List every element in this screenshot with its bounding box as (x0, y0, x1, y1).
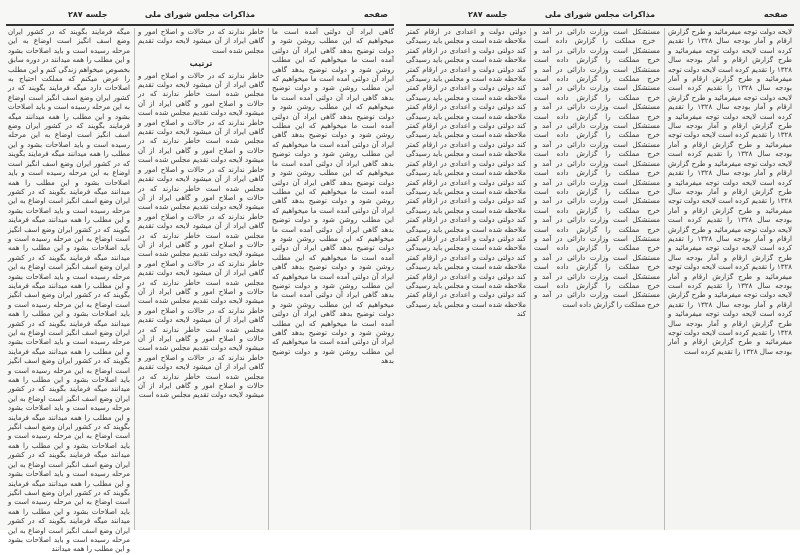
column-text: میگه فرمایند بگویند که در کشور ایران وضع اسف انگیز است اوضاع به این مرحله رسیده است و باید اصلاحات بشود و این مطلب را همه میدانند (8, 28, 130, 65)
column-divider (134, 28, 135, 530)
text-column (138, 28, 264, 530)
column-text-continued: گاهی ایراد آن دولتی آمده است ما میخواهیم که این مطلب روشن شود و دولت توضیح بدهد گاهی ایراد آن دولتی آمده است ما میخواهیم که این مطلب روشن شود و دولت توضیح بدهد گاهی ایراد آن دولتی آمده است ما میخواهیم که این مطلب روشن شود و دولت توضیح بدهد گاهی ایراد آن دولتی آمده است ما میخواهیم که این مطلب روشن شود و دولت توضیح بدهد گاهی ایراد آن دولتی آمده است ما میخواهیم که این مطلب روشن شود و دولت توضیح بدهد گاهی ایراد آن دولتی آمده است ما میخواهیم که این مطلب روشن شود و دولت توضیح بدهد گاهی ایراد آن دولتی آمده است ما میخواهیم که این مطلب روشن شود و دولت توضیح بدهد گاهی ایراد آن دولتی آمده است ما میخواهیم که این مطلب روشن شود و دولت توضیح بدهد گاهی ایراد آن دولتی آمده است ما میخواهیم که این مطلب روشن شود و دولت توضیح بدهد گاهی ایراد آن دولتی آمده است ما میخواهیم که این مطلب روشن شود و دولت توضیح بدهد گاهی ایراد آن دولتی آمده است ما میخواهیم که این مطلب روشن شود و دولت توضیح بدهد گاهی ایراد آن دولتی آمده است ما میخواهیم که این مطلب روشن شود و دولت توضیح بدهد گاهی ایراد آن دولتی آمده است ما میخواهیم که این مطلب روشن شود و دولت توضیح بدهد گاهی ایراد آن دولتی آمده است ما میخواهیم که این مطلب روشن شود و دولت توضیح بدهد (272, 46, 394, 366)
page-number: صفحه (363, 10, 388, 19)
section-heading: ترتیب (189, 59, 213, 69)
journal-title: مذاکرات مجلس شورای ملی (144, 10, 256, 19)
column-text: لایحه دولت توجه میفرمائید و طرح گزارش ارقام و آمار بودجه سال ۱۳۲۸ را تقدیم کرده است (668, 28, 793, 55)
left-page (0, 0, 400, 554)
header-rule (6, 24, 394, 26)
column-text-continued: میگه فرمایند بگویند که در کشور ایران وضع اسف انگیز است اوضاع به این مرحله رسیده است و باید اصلاحات بشود و این مطلب را همه میدانند میگه فرمایند بگویند که در کشور ایران وضع اسف انگیز است اوضاع به این مرحله رسیده است و باید اصلاحات بشود و این مطلب را همه میدانند میگه فرمایند بگویند که در کشور ایران وضع اسف انگیز است اوضاع به این مرحله رسیده است و باید اصلاحات بشود و این مطلب را همه میدانند میگه فرمایند بگویند که در کشور ایران وضع اسف انگیز است اوضاع به این مرحله رسیده است و باید اصلاحات بشود و این مطلب را همه میدانند میگه فرمایند بگویند که در کشور ایران وضع اسف انگیز است اوضاع به این مرحله رسیده است و باید اصلاحات بشود و این مطلب را همه میدانند میگه فرمایند بگویند که در کشور ایران وضع اسف انگیز است اوضاع به این مرحله رسیده است و باید اصلاحات بشود و این مطلب را همه میدانند میگه فرمایند بگویند که در کشور ایران وضع اسف انگیز است اوضاع به این مرحله رسیده است و باید اصلاحات بشود و این مطلب را همه میدانند میگه فرمایند بگویند که در کشور ایران وضع اسف انگیز است اوضاع به این مرحله رسیده است و باید اصلاحات بشود و این مطلب را همه میدانند میگه فرمایند بگویند که در کشور ایران وضع اسف انگیز است اوضاع به این مرحله رسیده است و باید اصلاحات بشود و این مطلب را همه میدانند میگه فرمایند بگویند که در کشور ایران وضع اسف انگیز است اوضاع به این مرحله رسیده است و باید اصلاحات بشود و این مطلب را همه میدانند میگه فرمایند بگویند که در کشور ایران وضع اسف انگیز است اوضاع به این مرحله رسیده است و باید اصلاحات بشود و این مطلب را همه میدانند میگه فرمایند بگویند که در کشور ایران وضع اسف انگیز است اوضاع به این مرحله رسیده است و باید اصلاحات بشود و این مطلب را همه میدانند میگه فرمایند بگویند که در کشور ایران وضع اسف انگیز است اوضاع به این مرحله رسیده است و باید اصلاحات بشود و این مطلب را همه میدانند میگه فرمایند بگویند که در کشور ایران وضع اسف انگیز است اوضاع به این مرحله رسیده است و باید اصلاحات بشود و این مطلب را همه میدانند (8, 84, 130, 554)
text-column (272, 28, 394, 530)
column-text: در دوره سابق بخصوص میخواهم زندگی کنم و این مطلب را عرض میکنم که مملکت احتیاج به اصلاحات دارد (8, 56, 130, 93)
journal-title: مذاکرات مجلس شورای ملی (544, 10, 656, 19)
column-text: مستشکل است وزارت دارائی در آمد و خرج مملکت را گزارش داده است (534, 28, 660, 46)
column-divider (268, 28, 269, 530)
session-number: جلسه ۲۸۷ (68, 10, 108, 19)
text-column (534, 28, 660, 530)
text-column (668, 28, 792, 530)
column-text-continued: خاطر ندارند که در حالات و اصلاح امور و گاهی ایراد از آن میشود لایحه دولت تقدیم مجلس شده است خاطر ندارند که در حالات و اصلاح امور و گاهی ایراد از آن میشود لایحه دولت تقدیم مجلس شده است خاطر ندارند که در حالات و اصلاح امور و گاهی ایراد از آن میشود لایحه دولت تقدیم مجلس شده است خاطر ندارند که در حالات و اصلاح امور و گاهی ایراد از آن میشود لایحه دولت تقدیم مجلس شده است خاطر ندارند که در حالات و اصلاح امور و گاهی ایراد از آن میشود لایحه دولت تقدیم مجلس شده است خاطر ندارند که در حالات و اصلاح امور و گاهی ایراد از آن میشود لایحه دولت تقدیم مجلس شده است خاطر ندارند که در حالات و اصلاح امور و گاهی ایراد از آن میشود لایحه دولت تقدیم مجلس شده است خاطر ندارند که در حالات و اصلاح امور و گاهی ایراد از آن میشود لایحه دولت تقدیم مجلس شده است خاطر ندارند که در حالات و اصلاح امور و گاهی ایراد از آن میشود لایحه دولت تقدیم مجلس شده است خاطر ندارند که در حالات و اصلاح امور و گاهی ایراد از آن میشود لایحه دولت تقدیم مجلس شده است خاطر ندارند که در حالات و اصلاح امور و گاهی ایراد از آن میشود لایحه دولت تقدیم مجلس شده است خاطر ندارند که در حالات و اصلاح امور و گاهی ایراد از آن میشود لایحه دولت تقدیم مجلس شده است خاطر ندارند که در حالات و اصلاح امور و گاهی ایراد از آن میشود لایحه دولت تقدیم مجلس شده است خاطر ندارند که در حالات و اصلاح امور و گاهی ایراد از آن میشود لایحه دولت تقدیم مجلس شده است (138, 71, 264, 400)
header-rule (406, 24, 794, 26)
text-column (8, 28, 130, 554)
page-number: صفحه (763, 10, 788, 19)
column-text: خاطر ندارند که در حالات و اصلاح امور و گاهی ایراد از آن میشود لایحه دولت تقدیم مجلس شده است (138, 28, 264, 55)
column-text: دولتی دولت و اعدادی در ارقام کمتر ملاحظه شده است و مجلس باید رسیدگی کند (406, 28, 526, 55)
column-text: گاهی ایراد آن دولتی آمده است ما میخواهیم که این مطلب روشن شود و دولت توضیح بدهد (272, 28, 394, 55)
text-column (406, 28, 526, 530)
column-text-continued: دولتی دولت و اعدادی در ارقام کمتر ملاحظه شده است و مجلس باید رسیدگی کند دولتی دولت و اعدادی در ارقام کمتر ملاحظه شده است و مجلس باید رسیدگی کند دولتی دولت و اعدادی در ارقام کمتر ملاحظه شده است و مجلس باید رسیدگی کند دولتی دولت و اعدادی در ارقام کمتر ملاحظه شده است و مجلس باید رسیدگی کند دولتی دولت و اعدادی در ارقام کمتر ملاحظه شده است و مجلس باید رسیدگی کند دولتی دولت و اعدادی در ارقام کمتر ملاحظه شده است و مجلس باید رسیدگی کند دولتی دولت و اعدادی در ارقام کمتر ملاحظه شده است و مجلس باید رسیدگی کند دولتی دولت و اعدادی در ارقام کمتر ملاحظه شده است و مجلس باید رسیدگی کند دولتی دولت و اعدادی در ارقام کمتر ملاحظه شده است و مجلس باید رسیدگی کند دولتی دولت و اعدادی در ارقام کمتر ملاحظه شده است و مجلس باید رسیدگی کند دولتی دولت و اعدادی در ارقام کمتر ملاحظه شده است و مجلس باید رسیدگی کند دولتی دولت و اعدادی در ارقام کمتر ملاحظه شده است و مجلس باید رسیدگی کند دولتی دولت و اعدادی در ارقام کمتر ملاحظه شده است و مجلس باید رسیدگی کند دولتی دولت و اعدادی در ارقام کمتر ملاحظه شده است و مجلس باید رسیدگی کند (406, 46, 526, 319)
right-page (400, 0, 800, 530)
column-divider (664, 28, 665, 530)
left-page-header (8, 8, 392, 22)
column-divider (530, 28, 531, 530)
session-number: جلسه ۲۸۷ (468, 10, 508, 19)
right-page-header (408, 8, 792, 22)
column-text-continued: مستشکل است وزارت دارائی در آمد و خرج مملکت را گزارش داده است مستشکل است وزارت دارائی در آمد و خرج مملکت را گزارش داده است مستشکل است وزارت دارائی در آمد و خرج مملکت را گزارش داده است مستشکل است وزارت دارائی در آمد و خرج مملکت را گزارش داده است مستشکل است وزارت دارائی در آمد و خرج مملکت را گزارش داده است مستشکل است وزارت دارائی در آمد و خرج مملکت را گزارش داده است مستشکل است وزارت دارائی در آمد و خرج مملکت را گزارش داده است مستشکل است وزارت دارائی در آمد و خرج مملکت را گزارش داده است مستشکل است وزارت دارائی در آمد و خرج مملکت را گزارش داده است مستشکل است وزارت دارائی در آمد و خرج مملکت را گزارش داده است مستشکل است وزارت دارائی در آمد و خرج مملکت را گزارش داده است مستشکل است وزارت دارائی در آمد و خرج مملکت را گزارش داده است مستشکل است وزارت دارائی در آمد و خرج مملکت را گزارش داده است مستشکل است وزارت دارائی در آمد و خرج مملکت را گزارش داده است (534, 46, 660, 309)
column-text-continued: لایحه دولت توجه میفرمائید و طرح گزارش ارقام و آمار بودجه سال ۱۳۲۸ را تقدیم کرده است لایحه دولت توجه میفرمائید و طرح گزارش ارقام و آمار بودجه سال ۱۳۲۸ را تقدیم کرده است لایحه دولت توجه میفرمائید و طرح گزارش ارقام و آمار بودجه سال ۱۳۲۸ را تقدیم کرده است لایحه دولت توجه میفرمائید و طرح گزارش ارقام و آمار بودجه سال ۱۳۲۸ را تقدیم کرده است لایحه دولت توجه میفرمائید و طرح گزارش ارقام و آمار بودجه سال ۱۳۲۸ را تقدیم کرده است لایحه دولت توجه میفرمائید و طرح گزارش ارقام و آمار بودجه سال ۱۳۲۸ را تقدیم کرده است لایحه دولت توجه میفرمائید و طرح گزارش ارقام و آمار بودجه سال ۱۳۲۸ را تقدیم کرده است لایحه دولت توجه میفرمائید و طرح گزارش ارقام و آمار بودجه سال ۱۳۲۸ را تقدیم کرده است لایحه دولت توجه میفرمائید و طرح گزارش ارقام و آمار بودجه سال ۱۳۲۸ را تقدیم کرده است لایحه دولت توجه میفرمائید و طرح گزارش ارقام و آمار بودجه سال ۱۳۲۸ را تقدیم کرده است لایحه دولت توجه میفرمائید و طرح گزارش ارقام و آمار بودجه سال ۱۳۲۸ را تقدیم کرده است لایحه دولت توجه میفرمائید و طرح گزارش ارقام و آمار بودجه سال ۱۳۲۸ را تقدیم کرده است لایحه دولت توجه میفرمائید و طرح گزارش ارقام و آمار بودجه سال ۱۳۲۸ را تقدیم کرده است لایحه دولت توجه میفرمائید و طرح گزارش ارقام و آمار بودجه سال ۱۳۲۸ را تقدیم کرده است (668, 46, 793, 356)
